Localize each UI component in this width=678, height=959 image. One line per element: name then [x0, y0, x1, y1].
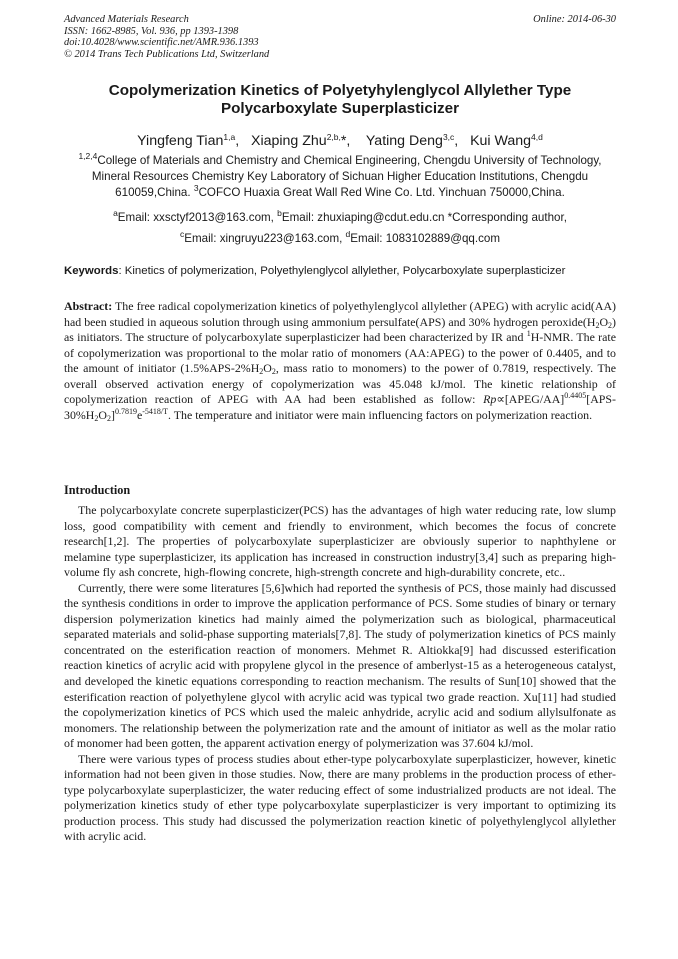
superscript: 1	[526, 329, 531, 339]
email-line	[64, 207, 616, 228]
rate-equation-term: e	[136, 407, 143, 422]
email-mark: a	[113, 208, 118, 218]
author-name: Yating Deng	[365, 133, 443, 149]
journal-doi: doi:10.4028/www.scientific.net/AMR.936.1393	[64, 37, 259, 49]
author-affiliation-mark: 3,c	[442, 132, 455, 142]
author-separator: ,	[235, 133, 248, 149]
abstract-text: ) as initiators. The structure of polycarboxylate superplasticizer had been characterized by IR and	[64, 314, 616, 345]
author-affiliation-mark: 2,b,	[326, 132, 341, 142]
journal-issn: ISSN: 1662-8985, Vol. 936, pp 1393-1398	[64, 25, 239, 37]
email-mark: c	[180, 229, 185, 239]
subscript: 2	[595, 320, 600, 330]
affiliation-mark: 3	[193, 183, 199, 193]
proportional-symbol: ∝	[496, 392, 505, 407]
affiliation-text: COFCO Huaxia Great Wall Red Wine Co. Ltd. Yinchuan 750000,China.	[198, 186, 565, 199]
keywords	[64, 264, 616, 279]
email-mark: d	[345, 229, 351, 239]
corresponding-author-mark: *	[340, 133, 347, 149]
keywords-label: Keywords	[64, 265, 119, 277]
introduction-body	[64, 503, 616, 845]
keywords-text: : Kinetics of polymerization, Polyethylenglycol allylether, Polycarboxylate superplasticizer	[118, 265, 566, 277]
superscript: 0.7819	[114, 406, 137, 416]
affiliations	[64, 153, 616, 201]
paper-title	[64, 82, 616, 118]
email-mark: b	[277, 208, 282, 218]
subscript: 2	[94, 413, 99, 423]
author-separator: ,	[454, 133, 467, 149]
affiliation-text: College of Materials and Chemistry and Chemical Engineering, Chengdu University of Technology, Mineral Resources Chemistry Key Laboratory of Sichuan Higher Education Institutions, Chengdu 610059,China.	[91, 154, 602, 199]
author-name: Xiaping Zhu	[250, 133, 327, 149]
abstract-text: , mass ratio to monomers) to the power of 0.7819, respectively. The overall observed activation energy of copolymerization was 45.048 kJ/mol. The kinetic relationship of copolymerization reaction of APEG with AA had been established as follow:	[64, 361, 616, 407]
affiliation-mark: 1,2,4	[78, 151, 98, 161]
online-date: Online: 2014-06-30	[533, 14, 616, 25]
author-affiliation-mark: 1,a	[223, 132, 236, 142]
superscript: -5418/T	[142, 406, 169, 416]
abstract-text: O	[599, 314, 609, 329]
paper-title-line-1: Copolymerization Kinetics of Polyetyhylenglycol Allylether Type	[108, 82, 572, 99]
rate-equation-term: ]	[110, 407, 115, 422]
rate-equation-term: [APS-30%H	[64, 392, 616, 422]
superscript: 0.4405	[564, 391, 587, 401]
abstract-text: H-NMR. The rate of copolymerization was proportional to the molar ratio of monomers (AA:APEG) to the power of 0.4405, and to the amount of initiator (1.5%APS-2%H	[64, 330, 616, 376]
email-a: Email: xxsctyf2013@163.com,	[117, 211, 278, 224]
author-list	[64, 132, 616, 150]
journal-header	[64, 14, 616, 60]
email-b: Email: zhuxiaping@cdut.edu.cn *Corresponding author,	[281, 211, 567, 224]
abstract-label: Abstract:	[64, 299, 113, 313]
introduction-paragraph: The polycarboxylate concrete superplasticizer(PCS) has the advantages of high water reducing rate, low slump loss, good compatibility with cement and friendly to environment, which becomes the focus of concrete research[1,2]. The properties of polycarboxylate superplasticizer are obviously superior to naphthylene or melamine type superplasticizer, its application has increased in construction industry[3,4] such as preparing high-volume fly ash concrete, high-flowing concrete, high-strength concrete and high-durability concrete, etc..	[64, 503, 616, 580]
rate-equation-symbol: Rp	[483, 392, 497, 407]
rate-equation-term: [APEG/AA]	[504, 392, 565, 407]
subscript: 2	[259, 367, 264, 377]
introduction-paragraph: Currently, there were some literatures [5,6]which had reported the synthesis of PCS, those mainly had discussed the synthesis conditions in order to improve the application performance of PCS. Some studies of binary or ternary dispersion polymerization kinetics had mainly aimed the polymerization such as biological, pharmaceutical separated materials and solid-phase supporting materials[7,8]. The study of polymerization kinetics of PCS mainly concentrated on the esterification reaction of monomers. Mehmet R. Altiokka[9] had discussed esterification reaction kinetics of acrylic acid with propylene glycol in the presence of amberlyst-15 as a heterogeneous catalyst, and developed the kinetic equations corresponding to reaction mechanism. The results of Sun[10] showed that the esterification reaction of polyethylene glycol with acrylic acid was typical two grade reaction. Xu[11] had studied the copolymerization kinetics of PCS which used the maleic anhydride, acrylic acid and sodium allylsulfonate as monomers. The relationship between the polymerization rate and the amount of initiator as well as the molar ratio of monomer had been gotten, the apparent activation energy of polymerization was 37.604 kJ/mol.	[64, 580, 616, 751]
author-emails	[64, 207, 616, 249]
abstract	[64, 299, 616, 423]
introduction-paragraph: There were various types of process studies about ether-type polycarboxylate superplasticizer, however, kinetic information had not been given in those studies. Now, there are many problems in the production process of ether-type polycarboxylate superplasticizer, the water reducing effect of some industrialized products are not ideal. The polymerization kinetics study of ether type polycarboxylate superplasticizer is very important to optimizing its production process. This study had discussed the polymerization reaction kinetic of polyethylenglycol allylether with acrylic acid.	[64, 751, 616, 844]
abstract-text: O	[263, 361, 272, 376]
introduction-heading: Introduction	[64, 483, 131, 497]
author-name: Yingfeng Tian	[137, 133, 224, 149]
email-line	[64, 228, 616, 249]
subscript: 2	[608, 320, 613, 330]
email-c: Email: xingruyu223@163.com,	[184, 232, 346, 245]
author-name: Kui Wang	[470, 133, 532, 149]
subscript: 2	[106, 413, 111, 423]
journal-name: Advanced Materials Research	[64, 14, 189, 25]
subscript: 2	[271, 367, 276, 377]
abstract-text: . The temperature and initiator were main influencing factors on polymerization reaction.	[168, 407, 593, 422]
author-affiliation-mark: 4,d	[531, 132, 543, 142]
abstract-text: The free radical copolymerization kinetics of polyethylenglycol allylether (APEG) with acrylic acid(AA) had been studied in aqueous solution through using ammonium persulfate(APS) and 30% hydrogen peroxide(H	[64, 299, 616, 329]
author-separator: ,	[346, 133, 363, 149]
rate-equation-term: O	[98, 407, 107, 422]
paper-title-line-2: Polycarboxylate Superplasticizer	[220, 100, 460, 117]
journal-copyright: © 2014 Trans Tech Publications Ltd, Switzerland	[64, 48, 270, 60]
email-d: Email: 1083102889@qq.com	[350, 232, 500, 245]
